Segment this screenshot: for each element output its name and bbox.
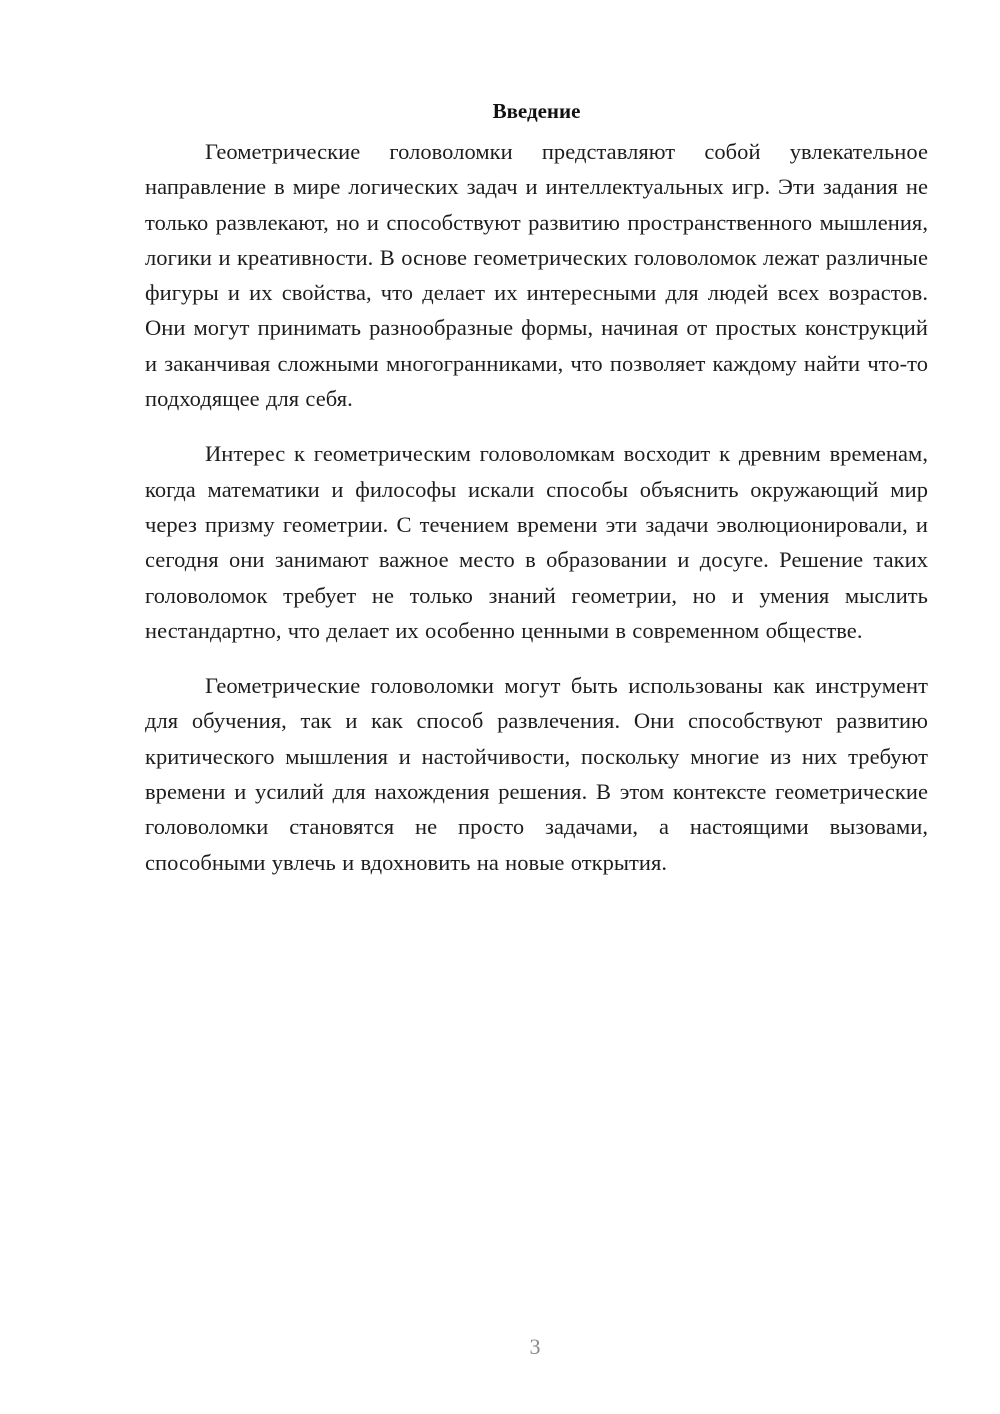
paragraph-3: Геометрические головоломки могут быть использованы как инструмент для обучения, так и как способ развлечения. Они способствуют развитию критического мышления и настойчивости, поскольку многие из них требуют времени и усилий для нахождения решения. В этом контексте геометрические головоломки становятся не просто задачами, а настоящими вызовами, способными увлечь и вдохновить на новые открытия. (145, 673, 928, 875)
section-heading: Введение (492, 99, 581, 123)
page-content (145, 98, 928, 900)
paragraph-1: Геометрические головоломки представляют собой увлекательное направление в мире логических задач и интеллектуальных игр. Эти задания не только развлекают, но и способствуют развитию пространственного мышления, логики и креативности. В основе геометрических головоломок лежат различные фигуры и их свойства, что делает их интересными для людей всех возрастов. Они могут принимать разнообразные формы, начиная от простых конструкций и заканчивая сложными многогранниками, что позволяет каждому найти что-то подходящее для себя. (145, 139, 928, 412)
paragraph-2: Интерес к геометрическим головоломкам восходит к древним временам, когда математики и философы искали способы объяснить окружающий мир через призму геометрии. С течением времени эти задачи эволюционировали, и сегодня они занимают важное место в образовании и досуге. Решение таких головоломок требует не только знаний геометрии, но и умения мыслить нестандартно, что делает их особенно ценными в современном обществе. (145, 441, 928, 643)
page-number: 3 (529, 1334, 541, 1359)
